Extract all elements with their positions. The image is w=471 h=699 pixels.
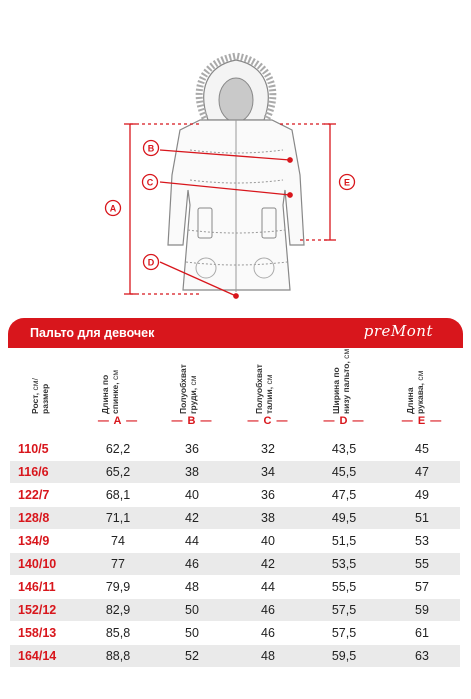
coat-body	[168, 120, 304, 292]
size-cell: 152/12	[18, 603, 57, 617]
value-cell: 62,2	[105, 442, 131, 456]
size-cell: 122/7	[18, 488, 50, 502]
table-row	[10, 622, 460, 644]
table-row	[10, 645, 460, 667]
table-row	[10, 599, 460, 621]
value-cell: 53,5	[331, 557, 357, 571]
value-cell: 59	[415, 603, 429, 617]
size-cell: 164/14	[18, 649, 57, 663]
value-cell: 79,9	[105, 580, 131, 594]
col-letter-e: — E —	[401, 415, 443, 427]
label-d-badge	[144, 255, 159, 270]
table-row	[10, 461, 460, 483]
value-cell: 40	[261, 534, 275, 548]
value-cell: 53	[415, 534, 429, 548]
value-cell: 44	[261, 580, 275, 594]
value-cell: 82,9	[105, 603, 131, 617]
size-cell: 110/5	[18, 442, 49, 456]
value-cell: 65,2	[105, 465, 131, 479]
value-cell: 45,5	[331, 465, 357, 479]
value-cell: 43,5	[331, 442, 357, 456]
label-b: B	[147, 143, 155, 154]
size-cell: 116/6	[18, 465, 49, 479]
value-cell: 52	[185, 649, 199, 663]
label-c: C	[146, 177, 154, 188]
value-cell: 42	[185, 511, 199, 525]
value-cell: 36	[261, 488, 275, 502]
value-cell: 57,5	[331, 603, 357, 617]
value-cell: 32	[261, 442, 275, 456]
col-header-sleeve: Длина рукава, см	[405, 370, 425, 414]
table-row	[10, 576, 460, 598]
label-d: D	[147, 257, 155, 268]
value-cell: 44	[185, 534, 199, 548]
value-cell: 57	[415, 580, 429, 594]
value-cell: 74	[111, 534, 125, 548]
value-cell: 38	[185, 465, 199, 479]
value-cell: 36	[185, 442, 199, 456]
col-header-length: Длина по спинке, см	[100, 369, 120, 414]
size-cell: 128/8	[18, 511, 50, 525]
value-cell: 57,5	[331, 626, 357, 640]
value-cell: 61	[415, 626, 429, 640]
value-cell: 47,5	[331, 488, 357, 502]
value-cell: 40	[185, 488, 199, 502]
size-cell: 146/11	[18, 580, 56, 594]
value-cell: 77	[111, 557, 125, 571]
value-cell: 59,5	[331, 649, 357, 663]
value-cell: 48	[185, 580, 199, 594]
value-cell: 48	[261, 649, 275, 663]
value-cell: 49,5	[331, 511, 357, 525]
value-cell: 88,8	[105, 649, 131, 663]
col-header-chest: Полуобхват груди, см	[178, 364, 198, 414]
value-cell: 46	[261, 603, 275, 617]
label-a-badge	[106, 201, 121, 216]
value-cell: 85,8	[105, 626, 131, 640]
label-e: E	[343, 177, 351, 188]
size-cell: 134/9	[18, 534, 50, 548]
value-cell: 46	[261, 626, 275, 640]
table-row	[10, 530, 460, 552]
value-cell: 68,1	[105, 488, 131, 502]
col-letter-c: — C —	[247, 415, 289, 427]
value-cell: 45	[415, 442, 429, 456]
value-cell: 46	[185, 557, 199, 571]
col-header-waist: Полуобхват талии, см	[254, 364, 274, 414]
value-cell: 63	[415, 649, 429, 663]
value-cell: 55	[415, 557, 429, 571]
value-cell: 55,5	[331, 580, 357, 594]
label-e-badge	[340, 175, 355, 190]
table-row	[10, 507, 460, 529]
size-cell: 140/10	[18, 557, 57, 571]
col-header-size: Рост, см/ размер	[30, 378, 50, 414]
value-cell: 51	[415, 511, 429, 525]
col-letter-a: — A —	[97, 415, 139, 427]
table-row	[10, 438, 460, 460]
label-c-badge	[143, 175, 158, 190]
label-b-badge	[144, 141, 159, 156]
col-letter-b: — B —	[171, 415, 213, 427]
value-cell: 42	[261, 557, 275, 571]
value-cell: 49	[415, 488, 429, 502]
value-cell: 50	[185, 626, 199, 640]
value-cell: 50	[185, 603, 199, 617]
col-letter-d: — D —	[323, 415, 365, 427]
size-cell: 158/13	[18, 626, 57, 640]
value-cell: 71,1	[105, 511, 131, 525]
brand-logo: preMont	[363, 322, 433, 340]
coat-hood	[199, 56, 273, 122]
table-row	[10, 484, 460, 506]
table-row	[10, 553, 460, 575]
label-a: A	[109, 203, 117, 214]
value-cell: 51,5	[331, 534, 357, 548]
col-header-bottom-width: Ширина по низу пальто, см	[331, 348, 351, 414]
table-header-bar	[8, 318, 463, 348]
value-cell: 34	[261, 465, 275, 479]
table-title: Пальто для девочек	[30, 326, 155, 340]
coat-measurement-diagram	[0, 0, 471, 310]
value-cell: 38	[261, 511, 275, 525]
value-cell: 47	[415, 465, 429, 479]
